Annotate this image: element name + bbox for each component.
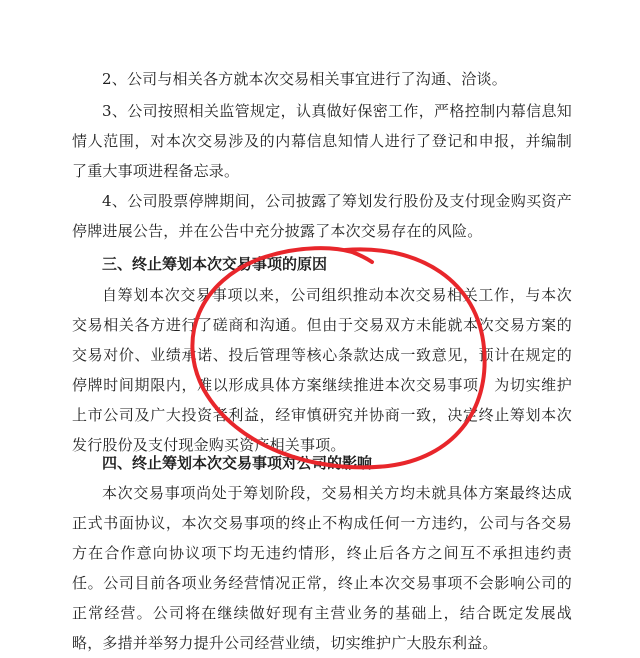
section-heading-3: 三、终止筹划本次交易事项的原因 [102,255,328,273]
paragraph-item-4: 4、公司股票停牌期间，公司披露了筹划发行股份及支付现金购买资产停牌进展公告，并在公告中充分披露了本次交易存在的风险。 [72,192,572,240]
paragraph-termination-reason: 自筹划本次交易事项以来，公司组织推动本次交易相关工作，与本次交易相关各方进行了磋商和沟通。但由于交易双方未能就本次交易方案的交易对价、业绩承诺、投后管理等核心条款达成一致意见，预计在规定的停牌时间期限内，难以形成具体方案继续推进本次交易事项，为切实维护上市公司及广大投资者利益，经审慎研究并协商一致，决定终止筹划本次发行股份及支付现金购买资产相关事项。 [72,286,572,454]
paragraph-termination-impact: 本次交易事项尚处于筹划阶段，交易相关方均未就具体方案最终达成正式书面协议，本次交易事项的终止不构成任何一方违约，公司与各交易方在合作意向协议项下均无违约情形，终止后各方之间互不承担违约责任。公司目前各项业务经营情况正常，终止本次交易事项不会影响公司的正常经营。公司将在继续做好现有主营业务的基础上，结合既定发展战略，多措并举努力提升公司经营业绩，切实维护广大股东利益。 [72,484,572,652]
paragraph-item-2: 2、公司与相关各方就本次交易相关事宜进行了沟通、洽谈。 [102,70,507,88]
paragraph-item-3: 3、公司按照相关监管规定，认真做好保密工作，严格控制内幕信息知情人范围，对本次交易涉及的内幕信息知情人进行了登记和申报，并编制了重大事项进程备忘录。 [72,102,572,180]
section-heading-4: 四、终止筹划本次交易事项对公司的影响 [102,454,373,472]
